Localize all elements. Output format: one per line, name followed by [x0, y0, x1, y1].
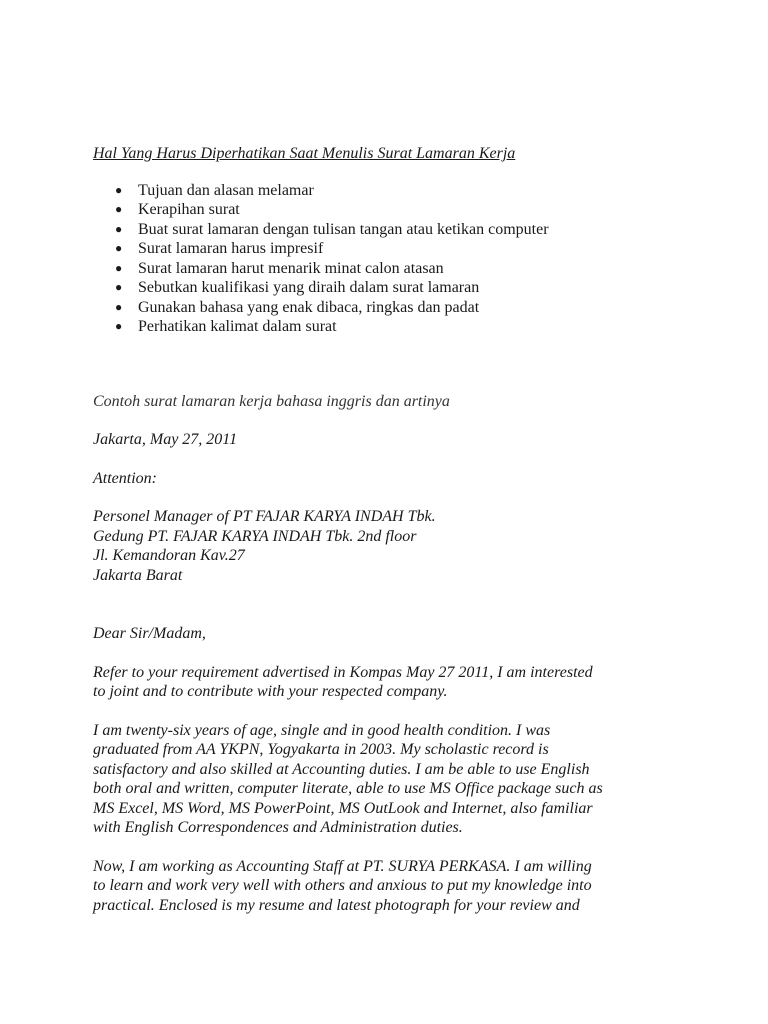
list-item: ● Surat lamaran harut menarik minat calon atasan	[115, 259, 444, 277]
list-item: ● Sebutkan kualifikasi yang diraih dalam surat lamaran	[115, 279, 480, 296]
paragraph-line: Now, I am working as Accounting Staff at PT. SURYA PERKASA. I am willing	[93, 857, 592, 875]
paragraph-current-job	[93, 857, 733, 916]
list-item: ● Kerapihan surat	[115, 201, 240, 218]
paragraph-intro	[93, 663, 733, 702]
paragraph-line: to joint and to contribute with your respected company.	[93, 683, 448, 700]
letter-attention: Attention:	[93, 469, 157, 487]
bullet-icon: ●	[115, 299, 123, 314]
letter-date: Jakarta, May 27, 2011	[93, 431, 238, 448]
bullet-icon: ●	[115, 260, 123, 275]
paragraph-line: practical. Enclosed is my resume and latest photograph for your review and	[93, 896, 580, 914]
address-line: Gedung PT. FAJAR KARYA INDAH Tbk. 2nd floor	[93, 527, 417, 545]
paragraph-line: both oral and written, computer literate, able to use MS Office package such as	[93, 780, 603, 797]
bullet-icon: ●	[115, 221, 123, 236]
paragraph-line: to learn and work very well with others and anxious to put my knowledge into	[93, 877, 592, 894]
example-title: Contoh surat lamaran kerja bahasa inggris dan artinya	[93, 392, 450, 410]
bullet-icon: ●	[115, 241, 123, 255]
address-line: Personel Manager of PT FAJAR KARYA INDAH Tbk.	[93, 508, 436, 525]
address-line: Jl. Kemandoran Kav.27	[93, 547, 245, 564]
list-item: ● Surat lamaran harus impresif	[115, 240, 324, 257]
bullet-icon: ●	[115, 182, 123, 197]
paragraph-line: Refer to your requirement advertised in Kompas May 27 2011, I am interested	[93, 663, 593, 681]
bullet-icon: ●	[115, 202, 123, 216]
letter-greeting: Dear Sir/Madam,	[93, 625, 206, 642]
example-letter	[93, 392, 733, 916]
paragraph-qualifications	[93, 721, 733, 838]
paragraph-line: I am twenty-six years of age, single and in good health condition. I was	[93, 721, 551, 739]
paragraph-line: with English Correspondences and Administration duties.	[93, 819, 463, 836]
list-item: ● Perhatikan kalimat dalam surat	[115, 318, 337, 335]
bullet-icon: ●	[115, 319, 123, 333]
address-line: Jakarta Barat	[93, 566, 183, 584]
bullet-icon: ●	[115, 280, 123, 294]
tips-list	[93, 181, 733, 337]
paragraph-line: graduated from AA YKPN, Yogyakarta in 2003. My scholastic record is	[93, 741, 549, 758]
list-item: ● Tujuan dan alasan melamar	[115, 181, 314, 199]
list-item: ● Gunakan bahasa yang enak dibaca, ringkas dan padat	[115, 298, 480, 316]
paragraph-line: MS Excel, MS Word, MS PowerPoint, MS OutLook and Internet, also familiar	[93, 799, 593, 817]
document-page	[93, 144, 733, 915]
document-heading: Hal Yang Harus Diperhatikan Saat Menulis Surat Lamaran Kerja	[93, 145, 516, 162]
recipient-address	[93, 507, 733, 585]
paragraph-line: satisfactory and also skilled at Accounting duties. I am be able to use English	[93, 760, 590, 778]
list-item: ● Buat surat lamaran dengan tulisan tangan atau ketikan computer	[115, 220, 549, 238]
